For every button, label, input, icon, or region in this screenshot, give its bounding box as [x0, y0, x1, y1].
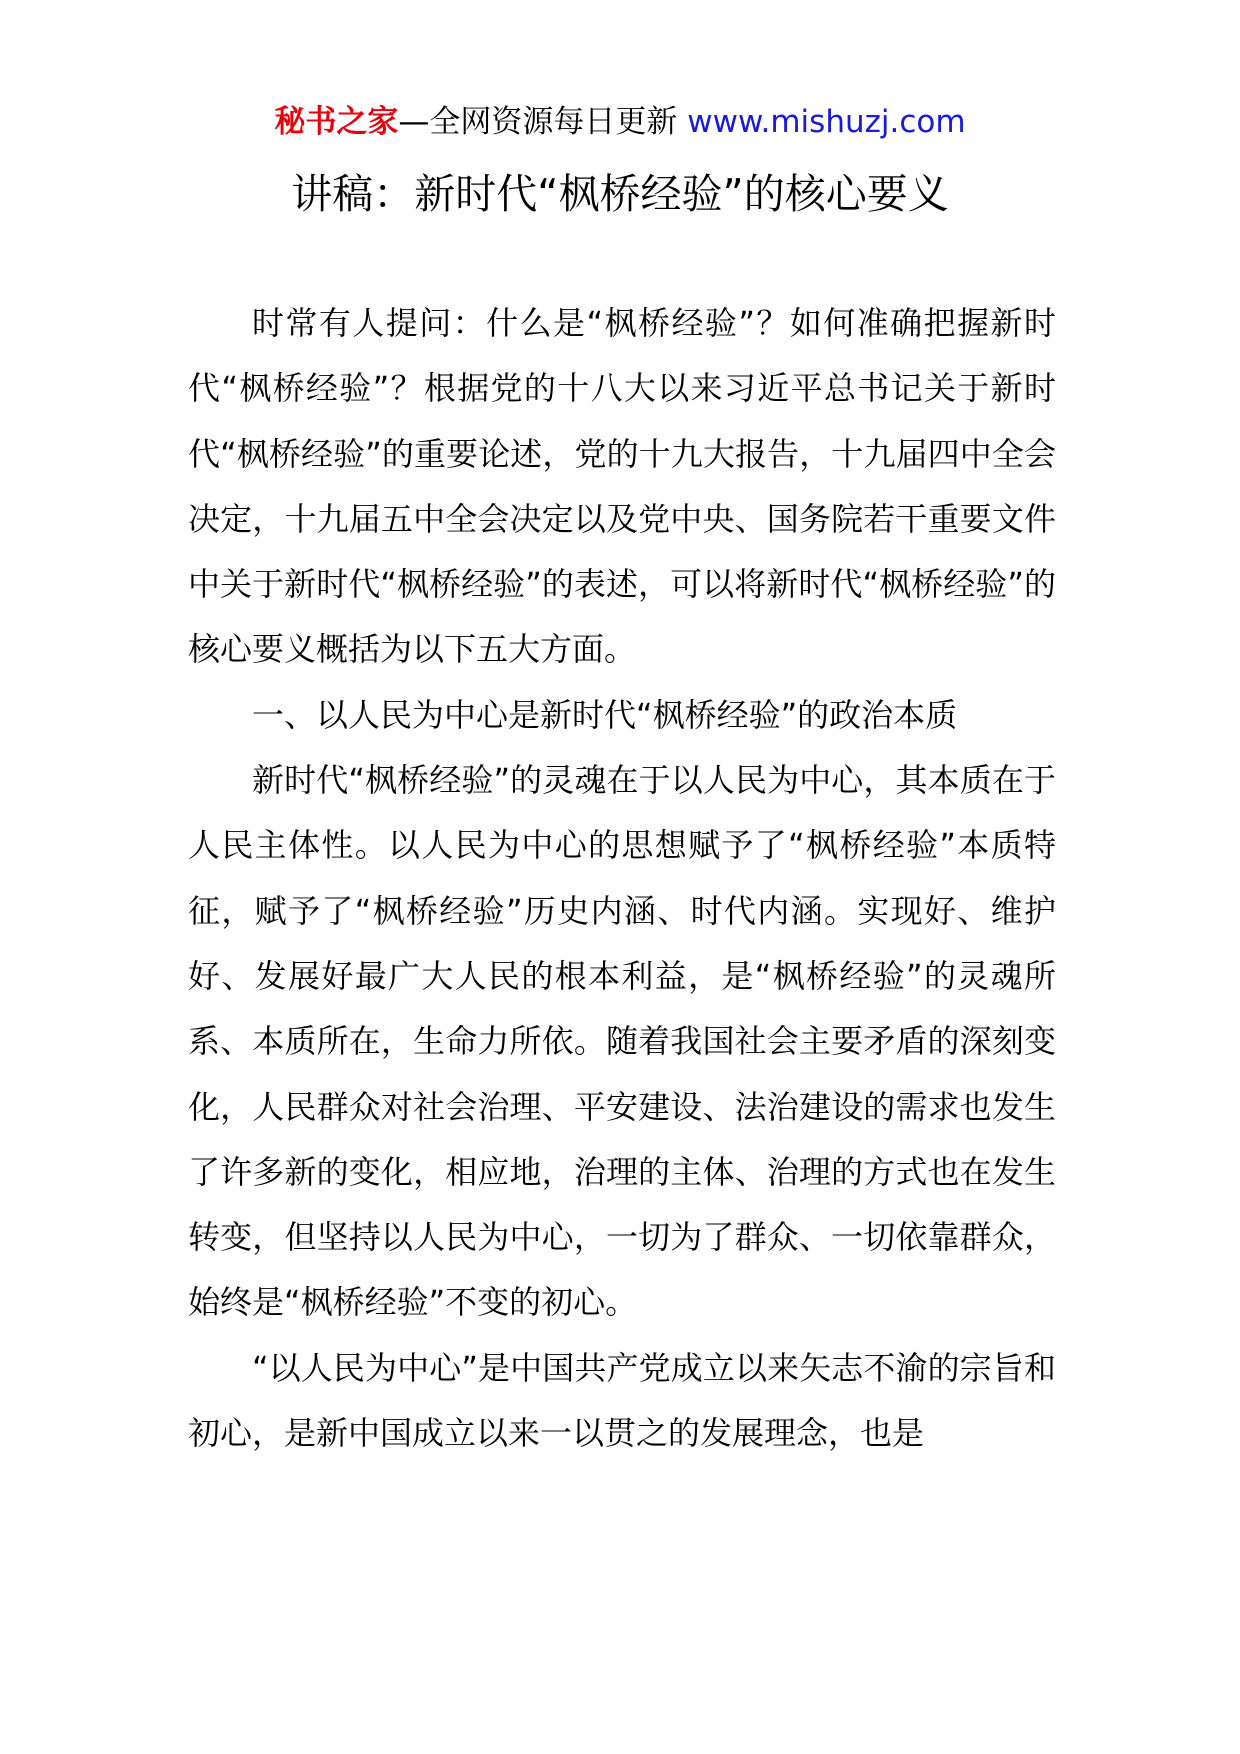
site-url-link[interactable]: www.mishuzj.com: [687, 104, 966, 140]
document-title: 讲稿：新时代“枫桥经验”的核心要义: [291, 170, 949, 218]
paragraph-intro: 时常有人提问：什么是“枫桥经验”？如何准确把握新时代“枫桥经验”？根据党的十八大以来习近平总书记关于新时代“枫桥经验”的重要论述，党的十九大报告，十九届四中全会决定，十九届五中全会决定以及党中央、国务院若干重要文件中关于新时代“枫桥经验”的表述，可以将新时代“枫桥经验”的核心要义概括为以下五大方面。: [188, 304, 1056, 669]
document-body: [188, 291, 1056, 1466]
paragraph-section-1-continued: “以人民为中心”是中国共产党成立以来矢志不渝的宗旨和初心，是新中国成立以来一以贯之的发展理念，也是: [188, 1348, 1056, 1453]
site-brand: 秘书之家: [274, 104, 399, 140]
site-tagline: —全网资源每日更新: [398, 104, 688, 140]
section-heading-1: 一、以人民为中心是新时代“枫桥经验”的政治本质: [252, 695, 958, 734]
site-header: [0, 102, 1240, 142]
paragraph-section-1: 新时代“枫桥经验”的灵魂在于以人民为中心，其本质在于人民主体性。以人民为中心的思想赋予了“枫桥经验”本质特征，赋予了“枫桥经验”历史内涵、时代内涵。实现好、维护好、发展好最广大人民的根本利益，是“枫桥经验”的灵魂所系、本质所在，生命力所依。随着我国社会主要矛盾的深刻变化，人民群众对社会治理、平安建设、法治建设的需求也发生了许多新的变化，相应地，治理的主体、治理的方式也在发生转变，但坚持以人民为中心，一切为了群众、一切依靠群众，始终是“枫桥经验”不变的初心。: [188, 761, 1056, 1322]
